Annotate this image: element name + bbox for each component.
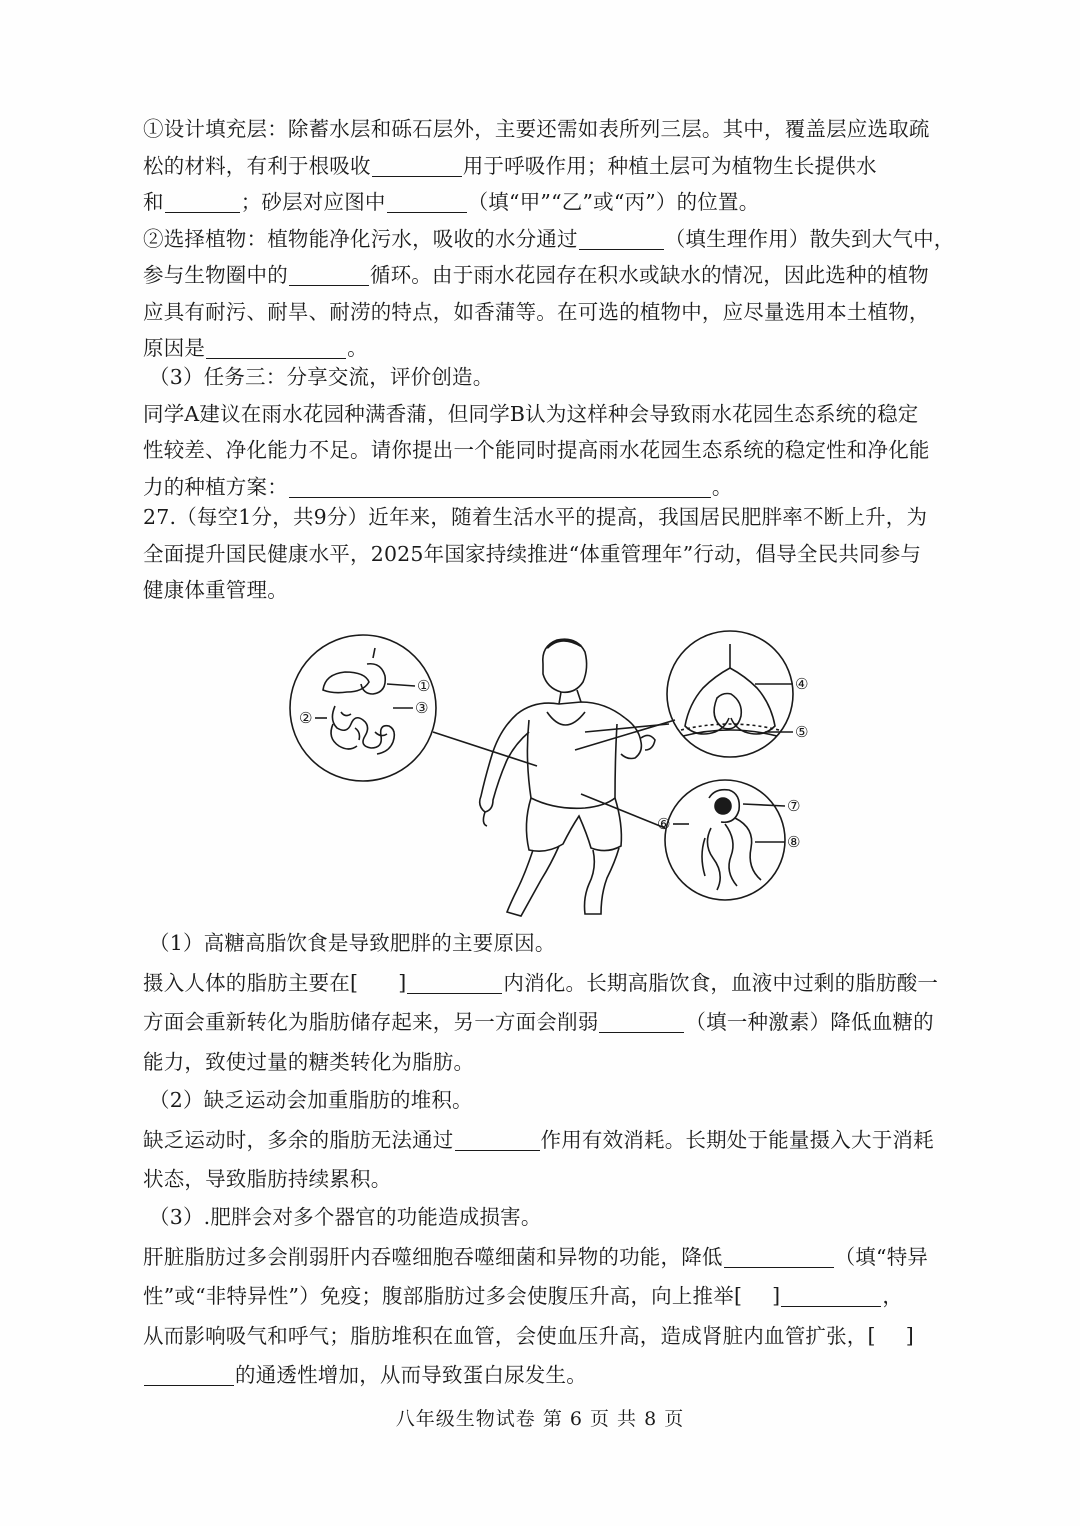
figure-label-5: ⑤: [795, 723, 809, 741]
answer-blank[interactable]: [724, 1245, 834, 1268]
text-run: 应具有耐污、耐旱、耐涝的特点，如香蒲等。在可选的植物中，应尽量选用本土植物，: [143, 299, 930, 324]
text-run: （1）高糖高脂饮食是导致肥胖的主要原因。: [149, 931, 556, 955]
text-line: [143, 1239, 963, 1276]
answer-blank[interactable]: [165, 190, 240, 213]
part1-heading: [143, 925, 963, 962]
text-line: [143, 965, 963, 1002]
text-line: [143, 294, 963, 331]
answer-blank[interactable]: [781, 1284, 881, 1307]
runner-right-leg: [585, 848, 620, 914]
section-q27: [143, 499, 963, 609]
text-run: 的通透性增加，从而导致蛋白尿发生。: [235, 1363, 587, 1387]
runner-vest: [527, 720, 617, 808]
text-line: [143, 1004, 963, 1041]
figure-label-2: ②: [299, 709, 313, 727]
text-run: 全面提升国民健康水平，2025年国家持续推进“体重管理年”行动，倡导全民共同参与: [143, 541, 922, 566]
text-line: [143, 257, 963, 294]
text-run: 性”或“非特异性”）免疫；腹部脂肪过多会使腹压升高，向上推举[: [143, 1284, 743, 1308]
text-run: 状态，导致脂肪持续累积。: [143, 1167, 392, 1191]
text-run: 参与生物圈中的: [143, 263, 288, 287]
answer-blank[interactable]: [206, 336, 346, 359]
answer-blank[interactable]: [289, 475, 711, 498]
text-run: 。: [347, 336, 368, 360]
runner-organ-figure: [285, 628, 825, 918]
figure-label-7: ⑦: [787, 797, 801, 815]
section-part2: [143, 1082, 963, 1198]
answer-blank[interactable]: [144, 1363, 234, 1386]
figure-label-3: ③: [415, 699, 429, 717]
text-run: 松的材料，有利于根吸收: [143, 153, 371, 178]
text-run: （填“甲”“乙”或“丙”）的位置。: [467, 190, 760, 214]
text-run: 从而影响吸气和呼气；脂肪堆积在血管，会使血压升高，造成肾脏内血管扩张，[: [143, 1323, 876, 1348]
text-line: [143, 111, 963, 148]
text-run: （3）.肥胖会对多个器官的功能造成损害。: [149, 1205, 542, 1229]
figure-label-1: ①: [417, 677, 431, 695]
text-run: ，: [882, 1284, 904, 1308]
figure-label-6: ⑥: [657, 815, 671, 833]
text-run: （2）缺乏运动会加重脂肪的堆积。: [149, 1088, 473, 1112]
text-run: 原因是: [143, 336, 206, 360]
text-run: （填生理作用）散失到大气中，: [664, 226, 955, 251]
answer-blank[interactable]: [372, 154, 462, 177]
runner-figure: [480, 639, 655, 916]
text-run: 摄入人体的脂肪主要在[: [143, 970, 359, 995]
text-run: 内消化。长期高脂饮食，血液中过剩的脂肪酸一: [503, 970, 939, 995]
text-run: 作用有效消耗。长期处于能量摄入大于消耗: [540, 1127, 934, 1152]
page-footer: 八年级生物试卷 第 6 页 共 8 页: [395, 1408, 685, 1430]
stomach-shape: [361, 664, 385, 694]
text-run: 用于呼吸作用；种植土层可为植物生长提供水: [462, 153, 877, 178]
text-run: 循环。由于雨水花园存在积水或缺水的情况，因此选种的植物: [369, 263, 929, 287]
runner-left-arm: [480, 714, 529, 812]
text-run: 健康体重管理。: [143, 578, 288, 602]
text-run: ]: [905, 1323, 914, 1348]
text-line: [143, 572, 963, 609]
text-line: [143, 1122, 963, 1159]
text-run: （填“特异: [834, 1244, 929, 1269]
part3-heading: [143, 1199, 963, 1236]
section-design: [143, 111, 963, 367]
answer-blank[interactable]: [289, 263, 369, 286]
text-run: （3）任务三：分享交流，评价创造。: [149, 365, 494, 389]
text-line: [143, 1044, 963, 1081]
text-run: 同学A建议在雨水花园种满香蒲，但同学B认为这样种会导致雨水花园生态系统的稳定: [143, 401, 919, 426]
text-run: 和: [143, 190, 164, 214]
text-line: [143, 1161, 963, 1198]
section-part3: [143, 1199, 963, 1394]
answer-blank[interactable]: [407, 971, 502, 994]
text-run: 力的种植方案：: [143, 474, 288, 499]
figure-label-4: ④: [795, 675, 809, 693]
text-line: [143, 396, 963, 433]
text-run: （填一种激素）降低血糖的: [685, 1010, 934, 1034]
text-run: ；砂层对应图中: [240, 190, 386, 214]
text-line: [143, 148, 963, 185]
text-run: ]: [772, 1284, 781, 1308]
text-run: ]: [398, 970, 407, 995]
text-run: 缺乏运动时，多余的脂肪无法通过: [143, 1127, 454, 1152]
text-line: [143, 1318, 963, 1355]
text-run: 肝脏脂肪过多会削弱肝内吞噬细胞吞噬细菌和异物的功能，降低: [143, 1244, 723, 1269]
runner-shorts: [526, 798, 621, 851]
text-line: [143, 1357, 963, 1394]
text-line: [143, 536, 963, 573]
text-run: 方面会重新转化为脂肪储存起来，另一方面会削弱: [143, 1010, 599, 1034]
text-run: 性较差、净化能力不足。请你提出一个能同时提高雨水花园生态系统的稳定性和净化能: [143, 438, 930, 462]
text-line: [143, 184, 963, 221]
task3-heading: [143, 359, 963, 396]
text-run: 。: [711, 474, 733, 499]
liver-shape: [323, 672, 369, 693]
answer-blank[interactable]: [599, 1010, 684, 1033]
section-part1: [143, 925, 963, 1080]
text-run: ①设计填充层：除蓄水层和砾石层外，主要还需如表所列三层。其中，覆盖层应选取疏: [143, 117, 930, 141]
text-line: [143, 499, 963, 536]
text-line: [143, 1278, 963, 1315]
text-run: ②选择植物：植物能净化污水，吸收的水分通过: [143, 226, 578, 251]
answer-blank[interactable]: [387, 190, 467, 213]
runner-right-arm: [621, 718, 641, 759]
runner-left-leg: [507, 846, 559, 916]
part2-heading: [143, 1082, 963, 1119]
section-task3: [143, 359, 963, 505]
glomerulus-shape: [715, 798, 731, 814]
answer-blank[interactable]: [579, 227, 664, 250]
text-run: 能力，致使过量的糖类转化为脂肪。: [143, 1049, 475, 1074]
text-line: [143, 432, 963, 469]
figure-label-8: ⑧: [787, 833, 801, 851]
text-line: [143, 221, 963, 258]
text-run: 27.（每空1分，共9分）近年来，随着生活水平的提高，我国居民肥胖率不断上升，为: [143, 505, 928, 529]
answer-blank[interactable]: [455, 1128, 540, 1151]
